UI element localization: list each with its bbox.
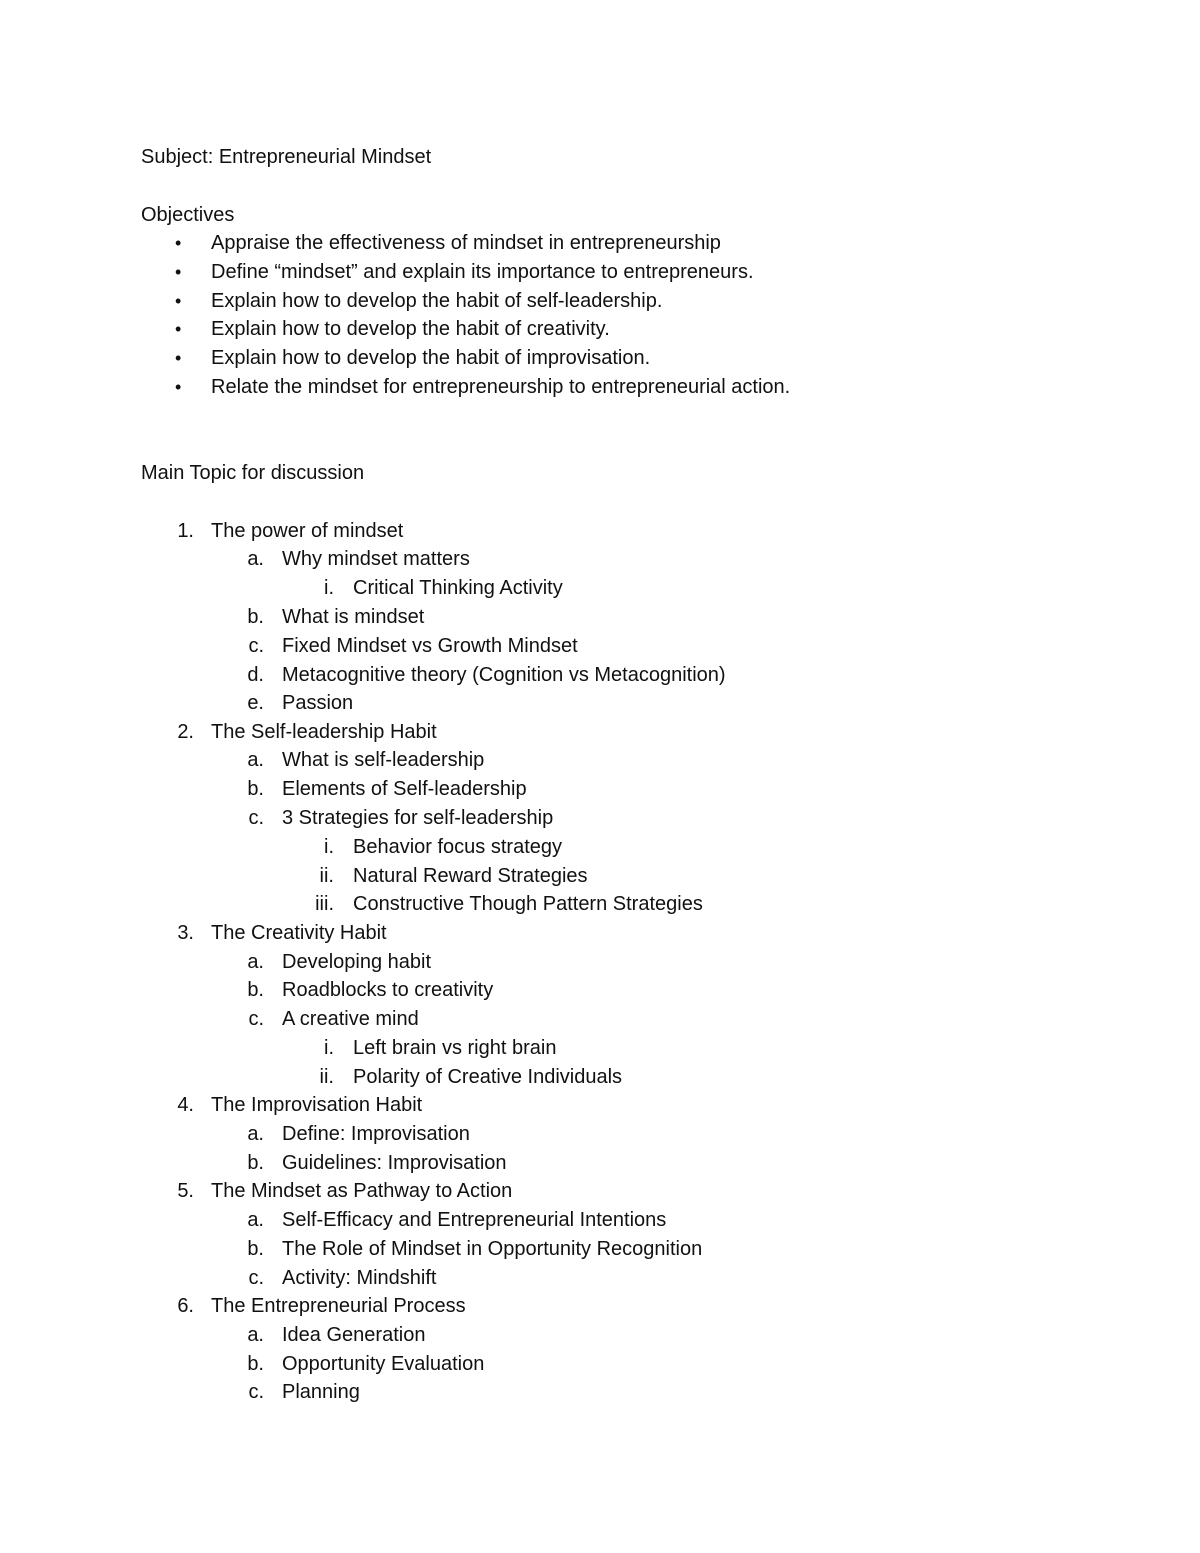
subsubtopic-item: Natural Reward Strategies xyxy=(353,865,588,887)
subtopic-item: Guidelines: Improvisation xyxy=(282,1152,507,1174)
subtopic-item: 3 Strategies for self-leadership xyxy=(282,807,554,829)
list-letter: e. xyxy=(247,692,264,714)
subsubtopic-item: Critical Thinking Activity xyxy=(353,577,563,599)
objective-item: Explain how to develop the habit of self-leadership. xyxy=(211,290,663,312)
subtopic-item: What is self-leadership xyxy=(282,749,485,771)
subtopic-item: What is mindset xyxy=(282,606,425,628)
subtopic-item: Idea Generation xyxy=(282,1324,426,1346)
subtopic-item: Planning xyxy=(282,1381,360,1403)
topic-item: The Self-leadership Habit xyxy=(211,721,437,743)
list-letter: d. xyxy=(247,664,264,686)
objectives-heading: Objectives xyxy=(141,204,235,226)
subtopic-item: Passion xyxy=(282,692,354,714)
list-roman: iii. xyxy=(315,893,334,915)
subtopic-item: Opportunity Evaluation xyxy=(282,1353,485,1375)
bullet-marker: • xyxy=(175,348,182,368)
subtopic-item: Fixed Mindset vs Growth Mindset xyxy=(282,635,578,657)
list-letter: c. xyxy=(248,807,264,829)
list-number: 6. xyxy=(177,1295,194,1317)
subtopic-item: Roadblocks to creativity xyxy=(282,979,494,1001)
list-letter: b. xyxy=(247,1152,264,1174)
bullet-marker: • xyxy=(175,262,182,282)
list-number: 1. xyxy=(177,520,194,542)
list-letter: a. xyxy=(247,749,264,771)
objective-item: Relate the mindset for entrepreneurship to entrepreneurial action. xyxy=(211,376,791,398)
bullet-marker: • xyxy=(175,291,182,311)
bullet-marker: • xyxy=(175,319,182,339)
list-letter: b. xyxy=(247,1353,264,1375)
subsubtopic-item: Constructive Though Pattern Strategies xyxy=(353,893,703,915)
topic-item: The Mindset as Pathway to Action xyxy=(211,1180,513,1202)
topic-item: The Improvisation Habit xyxy=(211,1094,423,1116)
list-roman: i. xyxy=(324,1037,334,1059)
subsubtopic-item: Left brain vs right brain xyxy=(353,1037,557,1059)
list-number: 3. xyxy=(177,922,194,944)
subtopic-item: Why mindset matters xyxy=(282,548,470,570)
topic-item: The power of mindset xyxy=(211,520,404,542)
list-roman: i. xyxy=(324,577,334,599)
bullet-marker: • xyxy=(175,377,182,397)
list-letter: a. xyxy=(247,1123,264,1145)
list-letter: b. xyxy=(247,606,264,628)
subsubtopic-item: Polarity of Creative Individuals xyxy=(353,1066,623,1088)
list-letter: a. xyxy=(247,1324,264,1346)
list-letter: c. xyxy=(248,635,264,657)
objective-item: Explain how to develop the habit of creativity. xyxy=(211,318,610,340)
subtopic-item: Elements of Self-leadership xyxy=(282,778,527,800)
list-letter: b. xyxy=(247,1238,264,1260)
objective-item: Explain how to develop the habit of improvisation. xyxy=(211,347,651,369)
objective-item: Define “mindset” and explain its importance to entrepreneurs. xyxy=(211,261,754,283)
subtopic-item: Metacognitive theory (Cognition vs Metacognition) xyxy=(282,664,726,686)
list-number: 4. xyxy=(177,1094,194,1116)
list-letter: b. xyxy=(247,979,264,1001)
list-roman: ii. xyxy=(319,865,334,887)
subtopic-item: A creative mind xyxy=(282,1008,419,1030)
subsubtopic-item: Behavior focus strategy xyxy=(353,836,562,858)
list-number: 2. xyxy=(177,721,194,743)
list-letter: a. xyxy=(247,1209,264,1231)
list-letter: a. xyxy=(247,951,264,973)
list-letter: a. xyxy=(247,548,264,570)
list-letter: c. xyxy=(248,1267,264,1289)
subtopic-item: Developing habit xyxy=(282,951,431,973)
list-letter: c. xyxy=(248,1008,264,1030)
list-roman: ii. xyxy=(319,1066,334,1088)
subtopic-item: Self-Efficacy and Entrepreneurial Intentions xyxy=(282,1209,667,1231)
list-letter: c. xyxy=(248,1381,264,1403)
subtopic-item: The Role of Mindset in Opportunity Recognition xyxy=(282,1238,703,1260)
list-number: 5. xyxy=(177,1180,194,1202)
subject-line: Subject: Entrepreneurial Mindset xyxy=(141,146,432,168)
subtopic-item: Activity: Mindshift xyxy=(282,1267,437,1289)
topic-item: The Entrepreneurial Process xyxy=(211,1295,466,1317)
objective-item: Appraise the effectiveness of mindset in entrepreneurship xyxy=(211,232,721,254)
bullet-marker: • xyxy=(175,233,182,253)
topic-item: The Creativity Habit xyxy=(211,922,387,944)
subtopic-item: Define: Improvisation xyxy=(282,1123,470,1145)
list-roman: i. xyxy=(324,836,334,858)
list-letter: b. xyxy=(247,778,264,800)
main-topic-heading: Main Topic for discussion xyxy=(141,462,365,484)
